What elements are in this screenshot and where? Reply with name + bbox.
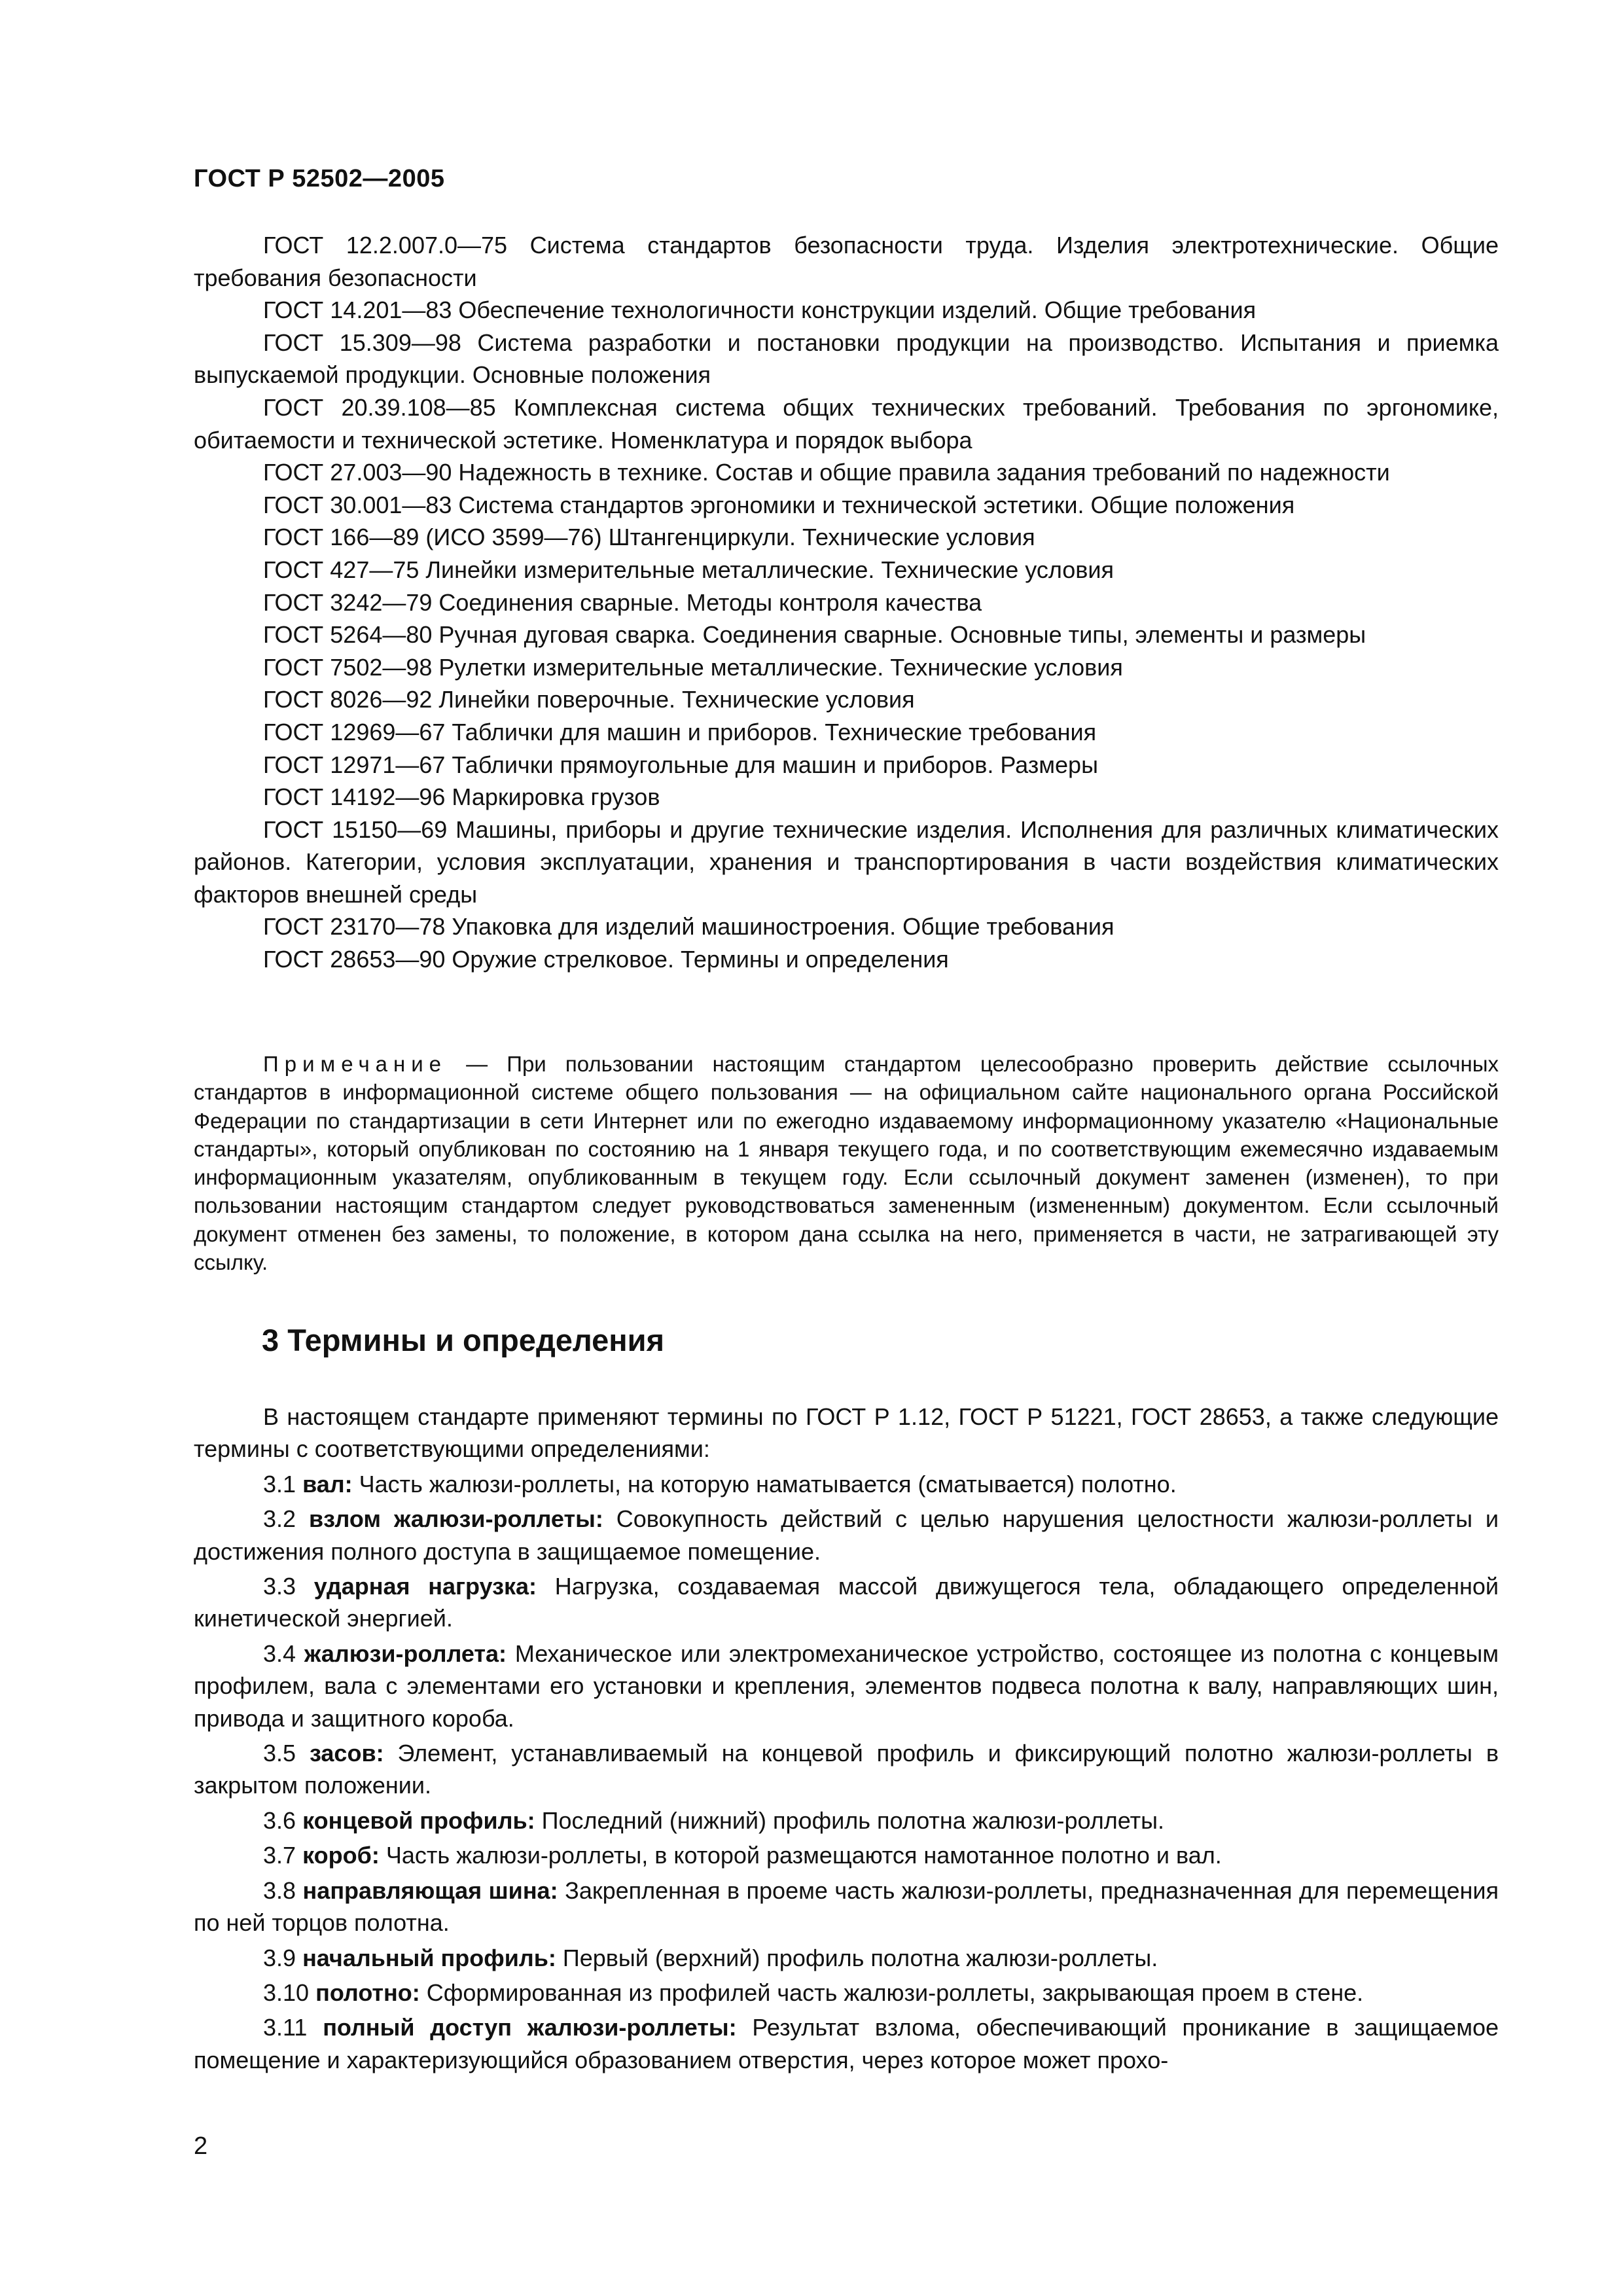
reference-item: ГОСТ 28653—90 Оружие стрелковое. Термины и определения bbox=[263, 946, 949, 973]
term-name: короб: bbox=[302, 1842, 380, 1869]
reference-item: ГОСТ 3242—79 Соединения сварные. Методы контроля качества bbox=[263, 588, 982, 616]
normative-references-list bbox=[194, 229, 1499, 976]
page-number: 2 bbox=[194, 2132, 208, 2160]
term-entry bbox=[194, 1839, 1499, 1871]
reference-item: ГОСТ 12969—67 Таблички для машин и приборов. Технические требования bbox=[263, 718, 1097, 745]
reference-item: ГОСТ 12971—67 Таблички прямоугольные для машин и приборов. Размеры bbox=[263, 751, 1098, 778]
term-definition: Элемент, устанавливаемый на концевой профиль и фиксирующий полотно жалюзи-роллеты в закрытом положении. bbox=[194, 1740, 1499, 1799]
reference-item: ГОСТ 14192—96 Маркировка грузов bbox=[263, 783, 660, 811]
reference-item: ГОСТ 427—75 Линейки измерительные металлические. Технические условия bbox=[263, 556, 1115, 583]
terms-list bbox=[194, 1401, 1499, 2079]
document-code-header: ГОСТ Р 52502—2005 bbox=[194, 165, 445, 192]
term-name: начальный профиль: bbox=[302, 1944, 556, 1971]
term-name: полотно: bbox=[315, 1979, 420, 2006]
note-paragraph bbox=[194, 1050, 1499, 1276]
term-definition: Часть жалюзи-роллеты, в которой размещаются намотанное полотно и вал. bbox=[385, 1842, 1222, 1869]
section-heading: 3 Термины и определения bbox=[262, 1323, 664, 1357]
term-number: 3.7 bbox=[263, 1842, 296, 1869]
reference-item: ГОСТ 20.39.108—85 Комплексная система общих технических требований. Требования по эргономике, обитаемости и технической эстетике. Номенклатура и порядок выбора bbox=[194, 393, 1499, 454]
term-number: 3.4 bbox=[263, 1640, 296, 1667]
term-entry bbox=[194, 1804, 1499, 1837]
term-entry bbox=[194, 1503, 1499, 1568]
term-definition: Механическое или электромеханическое устройство, состоящее из полотна с концевым профилем, вала с элементами его установки и крепления, элементов подвеса полотна к валу, направляющих шин, привода и защитного короба. bbox=[194, 1640, 1499, 1732]
reference-item: ГОСТ 7502—98 Рулетки измерительные металлические. Технические условия bbox=[263, 653, 1123, 681]
reference-item: ГОСТ 14.201—83 Обеспечение технологичности конструкции изделий. Общие требования bbox=[263, 296, 1257, 324]
term-name: полный доступ жалюзи-роллеты: bbox=[323, 2014, 737, 2041]
term-name: вал: bbox=[302, 1470, 353, 1498]
term-definition: Сформированная из профилей часть жалюзи-роллеты, закрывающая проем в стене. bbox=[426, 1979, 1364, 2006]
reference-item: ГОСТ 15.309—98 Система разработки и постановки продукции на производство. Испытания и приемка выпускаемой продукции. Основные положения bbox=[194, 329, 1499, 389]
reference-item: ГОСТ 23170—78 Упаковка для изделий машиностроения. Общие требования bbox=[263, 913, 1115, 941]
term-entry bbox=[194, 1638, 1499, 1734]
term-entry bbox=[194, 1468, 1499, 1500]
term-definition: Последний (нижний) профиль полотна жалюзи-роллеты. bbox=[541, 1806, 1164, 1834]
terms-intro: В настоящем стандарте применяют термины по ГОСТ Р 1.12, ГОСТ Р 51221, ГОСТ 28653, а также следующие термины с соответствующими определениями: bbox=[194, 1403, 1499, 1463]
term-name: жалюзи-роллета: bbox=[304, 1640, 507, 1667]
term-entry bbox=[194, 2011, 1499, 2076]
note-label: Примечание bbox=[263, 1052, 448, 1076]
term-number: 3.10 bbox=[263, 1979, 310, 2006]
term-entry bbox=[194, 1570, 1499, 1635]
reference-item: ГОСТ 166—89 (ИСО 3599—76) Штангенциркули. Технические условия bbox=[263, 524, 1035, 551]
term-number: 3.9 bbox=[263, 1944, 296, 1971]
reference-item: ГОСТ 5264—80 Ручная дуговая сварка. Соединения сварные. Основные типы, элементы и размеры bbox=[263, 621, 1366, 649]
reference-item: ГОСТ 8026—92 Линейки поверочные. Технические условия bbox=[263, 686, 915, 713]
term-name: засов: bbox=[309, 1740, 384, 1767]
term-entry bbox=[194, 1977, 1499, 2009]
term-definition: Совокупность действий с целью нарушения целостности жалюзи-роллеты и достижения полного доступа в защищаемое помещение. bbox=[194, 1505, 1499, 1565]
term-number: 3.11 bbox=[263, 2014, 308, 2041]
term-definition: Первый (верхний) профиль полотна жалюзи-роллеты. bbox=[562, 1944, 1158, 1971]
term-number: 3.5 bbox=[263, 1740, 296, 1767]
term-definition: Результат взлома, обеспечивающий проникание в защищаемое помещение и характеризующийся образованием отверстия, через которое может прохо- bbox=[194, 2014, 1499, 2073]
term-definition: Закрепленная в проеме часть жалюзи-роллеты, предназначенная для перемещения по ней торцов полотна. bbox=[194, 1876, 1499, 1937]
term-entry bbox=[194, 1942, 1499, 1974]
term-name: направляющая шина: bbox=[302, 1876, 558, 1904]
term-number: 3.8 bbox=[263, 1876, 296, 1904]
term-definition: Часть жалюзи-роллеты, на которую наматывается (сматывается) полотно. bbox=[359, 1470, 1177, 1498]
term-number: 3.2 bbox=[263, 1505, 296, 1533]
note-text: — При пользовании настоящим стандартом целесообразно проверить действие ссылочных стандартов в информационной системе общего пользования — на официальном сайте национального органа Российской Федерации по стандартизации в сети Интернет или по ежегодно издаваемому информационному указателю «Национальные стандарты», который опубликован по состоянию на 1 января текущего года, и по соответствующим ежемесячно издаваемым информационным указателям, опубликованным в текущем году. Если ссылочный документ заменен (изменен), то при пользовании настоящим стандартом следует руководствоваться замененным (измененным) документом. Если ссылочный документ отменен без замены, то положение, в котором дана ссылка на него, применяется в части, не затрагивающей эту ссылку. bbox=[194, 1052, 1499, 1275]
reference-item: ГОСТ 30.001—83 Система стандартов эргономики и технической эстетики. Общие положения bbox=[263, 491, 1295, 518]
term-number: 3.3 bbox=[263, 1573, 296, 1600]
term-name: взлом жалюзи-роллеты: bbox=[308, 1505, 603, 1533]
term-entry bbox=[194, 1737, 1499, 1802]
term-definition: Нагрузка, создаваемая массой движущегося тела, обладающего определенной кинетической энергией. bbox=[194, 1573, 1499, 1632]
reference-item: ГОСТ 27.003—90 Надежность в технике. Состав и общие правила задания требований по надежности bbox=[263, 459, 1390, 486]
term-name: ударная нагрузка: bbox=[313, 1573, 537, 1600]
term-name: концевой профиль: bbox=[302, 1806, 535, 1834]
term-entry bbox=[194, 1874, 1499, 1939]
term-number: 3.6 bbox=[263, 1806, 296, 1834]
term-number: 3.1 bbox=[263, 1470, 296, 1498]
reference-item: ГОСТ 12.2.007.0—75 Система стандартов безопасности труда. Изделия электротехнические. Общие требования безопасности bbox=[194, 232, 1499, 291]
reference-item: ГОСТ 15150—69 Машины, приборы и другие технические изделия. Исполнения для различных климатических районов. Категории, условия эксплуатации, хранения и транспортирования в части воздействия климатических факторов внешней среды bbox=[194, 816, 1499, 908]
